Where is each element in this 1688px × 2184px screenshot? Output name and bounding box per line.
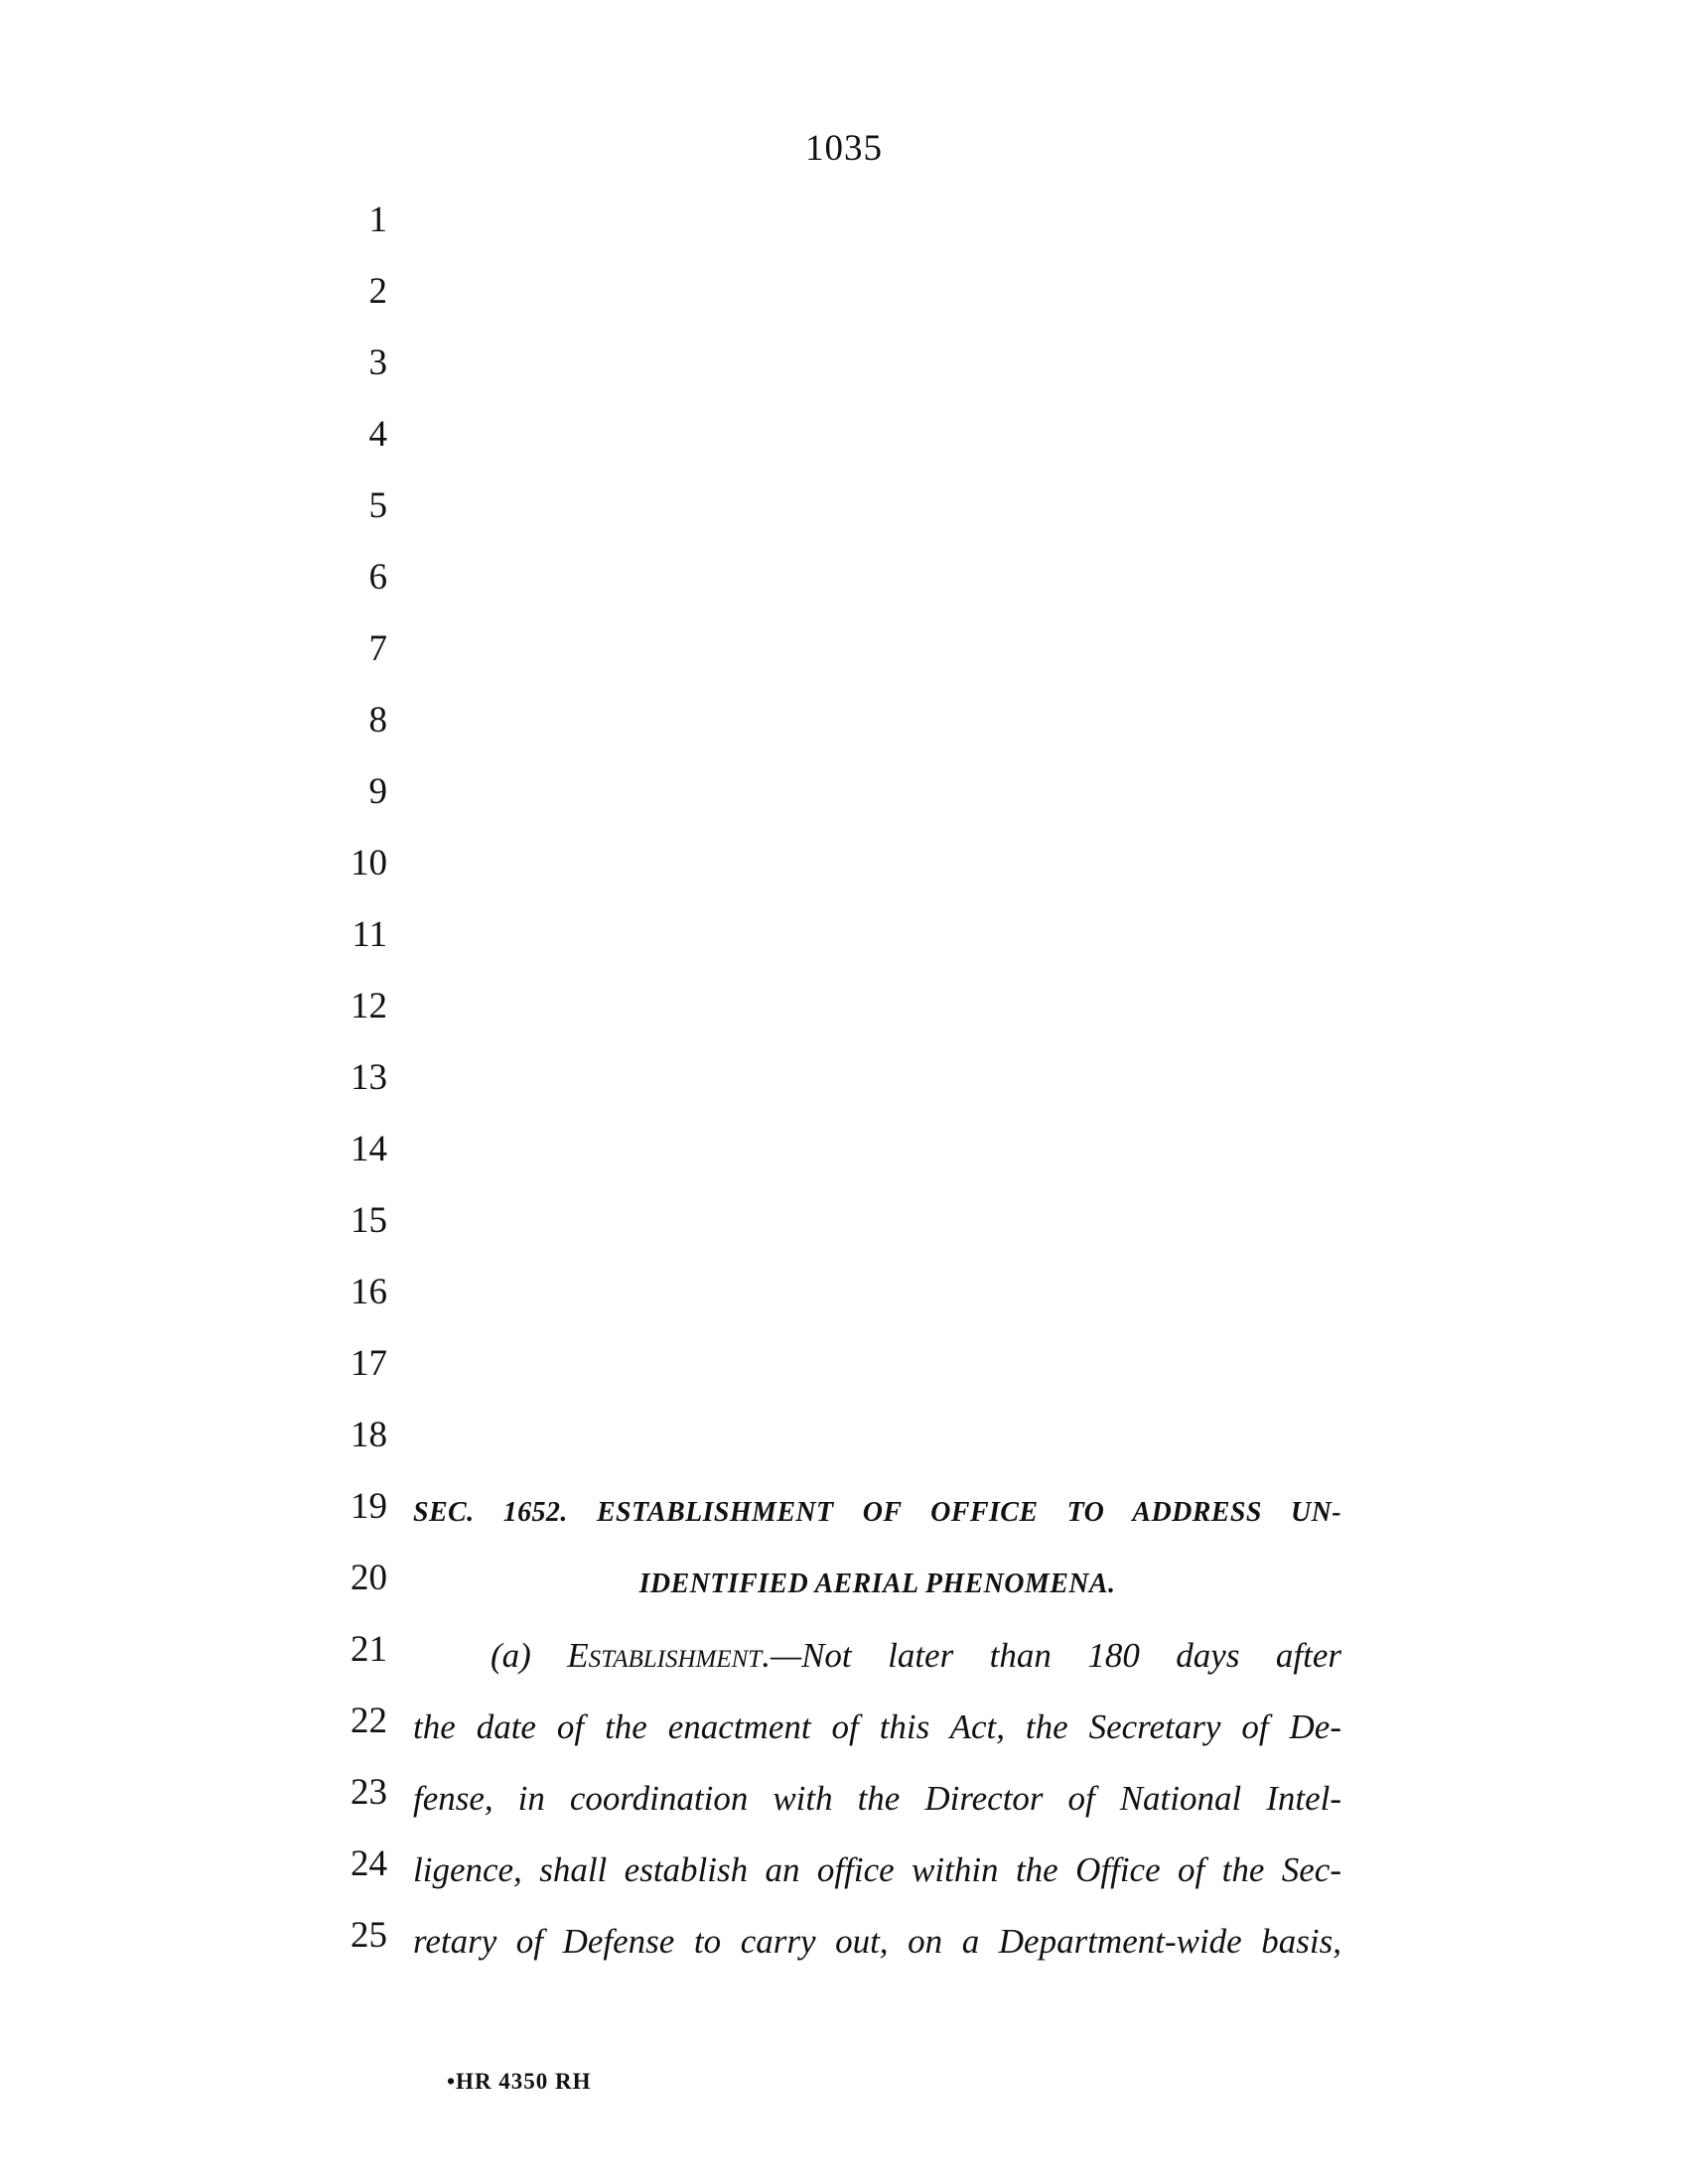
section-heading-line-2: IDENTIFIED AERIAL PHENOMENA.: [638, 1569, 1116, 1599]
line-number: 14: [351, 1129, 387, 1169]
subsection-text: Not later than 180 days after: [801, 1636, 1341, 1675]
line-number: 18: [351, 1415, 387, 1455]
line-number: 24: [351, 1843, 387, 1884]
subsection-dash: .—: [762, 1636, 802, 1675]
line-number: 17: [351, 1343, 387, 1384]
line-number: 12: [351, 986, 387, 1026]
line-number: 9: [368, 771, 387, 812]
line-number: 10: [351, 843, 387, 884]
line-number: 6: [368, 557, 387, 598]
body-line-23: fense, in coordination with the Director of National Intel-: [413, 1779, 1341, 1818]
subsection-title: Establishment: [567, 1636, 763, 1675]
body-line-25: retary of Defense to carry out, on a Department-wide basis,: [413, 1922, 1341, 1961]
line-number: 22: [351, 1701, 387, 1741]
subsection-a-first-line: [413, 1636, 1341, 1676]
page-number: 1035: [805, 128, 883, 169]
bill-identifier-footer: •HR 4350 RH: [447, 2069, 592, 2094]
line-number: 4: [368, 414, 387, 455]
line-number: 3: [368, 342, 387, 383]
body-line-24: ligence, shall establish an office within the Office of the Sec-: [413, 1850, 1341, 1889]
line-number: 20: [351, 1558, 387, 1598]
body-line-22: the date of the enactment of this Act, the Secretary of De-: [413, 1707, 1341, 1746]
line-number: 7: [368, 628, 387, 669]
line-number: 5: [368, 485, 387, 526]
line-number: 21: [351, 1629, 387, 1670]
section-heading-line-1: SEC. 1652. ESTABLISHMENT OF OFFICE TO ADDRESS UN-: [413, 1497, 1341, 1528]
subsection-label: (a): [491, 1636, 568, 1675]
line-number: 1: [368, 200, 387, 240]
line-number: 13: [351, 1057, 387, 1098]
line-number: 15: [351, 1200, 387, 1241]
line-number: 19: [351, 1486, 387, 1527]
line-number: 16: [351, 1272, 387, 1312]
line-number: 25: [351, 1915, 387, 1956]
line-number: 2: [368, 271, 387, 312]
line-number: 11: [352, 914, 387, 955]
line-number: 8: [368, 700, 387, 741]
line-number: 23: [351, 1772, 387, 1813]
